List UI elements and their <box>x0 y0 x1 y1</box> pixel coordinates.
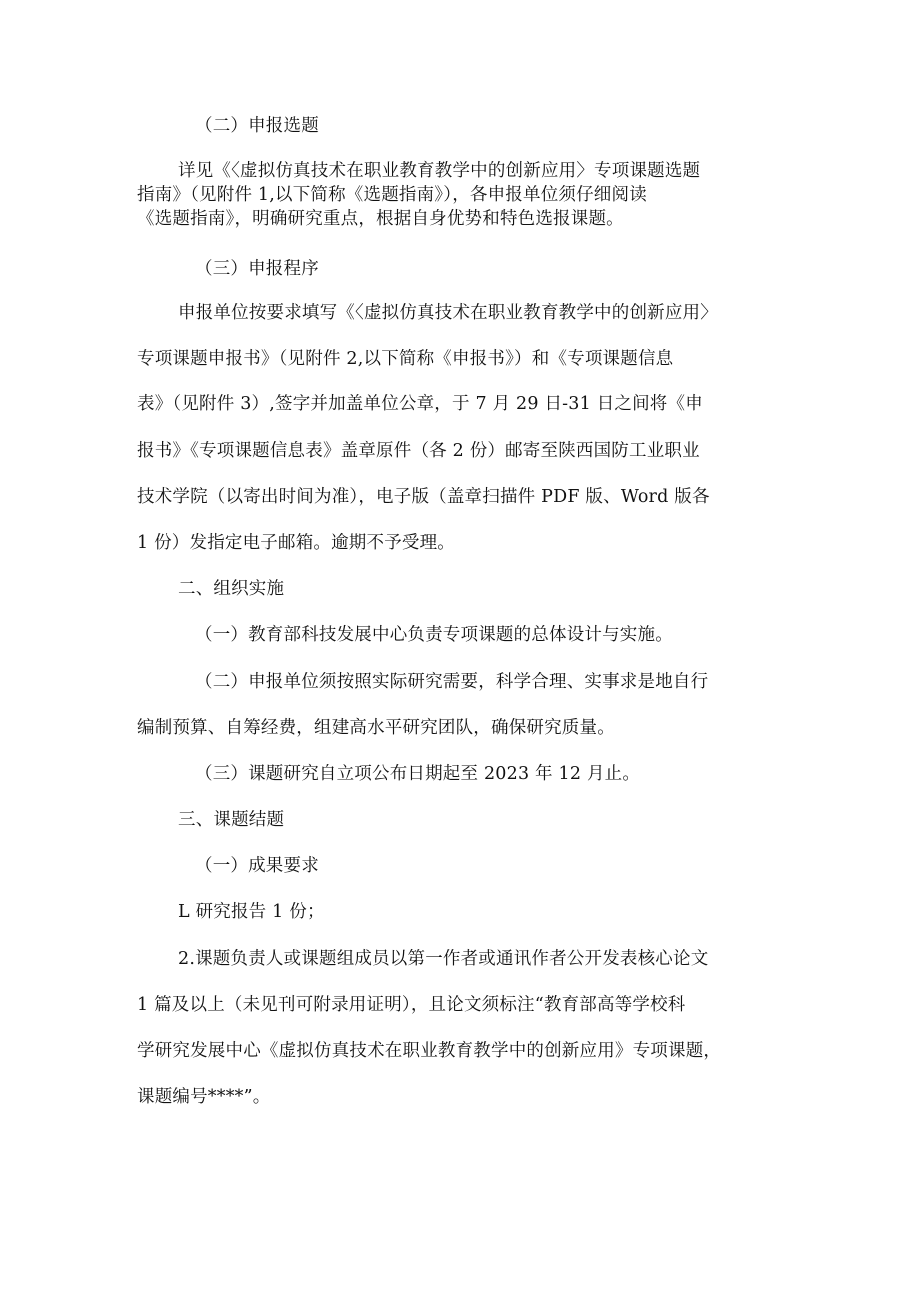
paragraph-line: 编制预算、自筹经费，组建高水平研究团队，确保研究质量。 <box>137 718 615 738</box>
paragraph-line: 学研究发展中心《虚拟仿真技术在职业教育教学中的创新应用》专项课题， <box>137 1041 722 1061</box>
section-heading-project-closure: 三、课题结题 <box>178 810 285 830</box>
subsection-heading-deliverables: （一）成果要求 <box>195 856 319 876</box>
paragraph-line: 1 篇及以上（未见刊可附录用证明），且论文须标注“教育部高等学校科 <box>137 995 686 1015</box>
paragraph-line: 1 份）发指定电子邮箱。逾期不予受理。 <box>137 533 455 553</box>
paragraph-line: 技术学院（以寄出时间为准），电子版（盖章扫描件 PDF 版、Word 版各 <box>137 487 710 507</box>
paragraph-line: 报书》《专项课题信息表》盖章原件（各 2 份）邮寄至陕西国防工业职业 <box>137 441 700 461</box>
paragraph-line: 申报单位按要求填写《〈虚拟仿真技术在职业教育教学中的创新应用〉 <box>178 303 718 323</box>
paragraph-line: 表》（见附件 3）,签字并加盖单位公章，于 7 月 29 日-31 日之间将《申 <box>137 394 703 414</box>
paragraph-line: （三）课题研究自立项公布日期起至 2023 年 12 月止。 <box>195 764 641 784</box>
paragraph-line: 《选题指南》，明确研究重点，根据自身优势和特色选报课题。 <box>137 209 624 229</box>
paragraph-line: 详见《〈虚拟仿真技术在职业教育教学中的创新应用〉专项课题选题 <box>178 161 701 181</box>
section-heading-organization: 二、组织实施 <box>178 579 285 599</box>
list-item: 2.课题负责人或课题组成员以第一作者或通讯作者公开发表核心论文 <box>178 949 709 969</box>
paragraph-line: 指南》（见附件 1,以下简称《选题指南》），各申报单位须仔细阅读 <box>137 185 647 205</box>
subsection-heading-application-topics: （二）申报选题 <box>195 116 319 136</box>
paragraph-line: （二）申报单位须按照实际研究需要，科学合理、实事求是地自行 <box>195 672 709 692</box>
paragraph-line: （一）教育部科技发展中心负责专项课题的总体设计与实施。 <box>195 625 673 645</box>
list-item: L 研究报告 1 份； <box>178 902 325 922</box>
subsection-heading-application-procedure: （三）申报程序 <box>195 259 319 279</box>
paragraph-line: 专项课题申报书》（见附件 2,以下简称《申报书》）和《专项课题信息 <box>137 349 674 369</box>
paragraph-line: 课题编号****”。 <box>137 1087 271 1107</box>
